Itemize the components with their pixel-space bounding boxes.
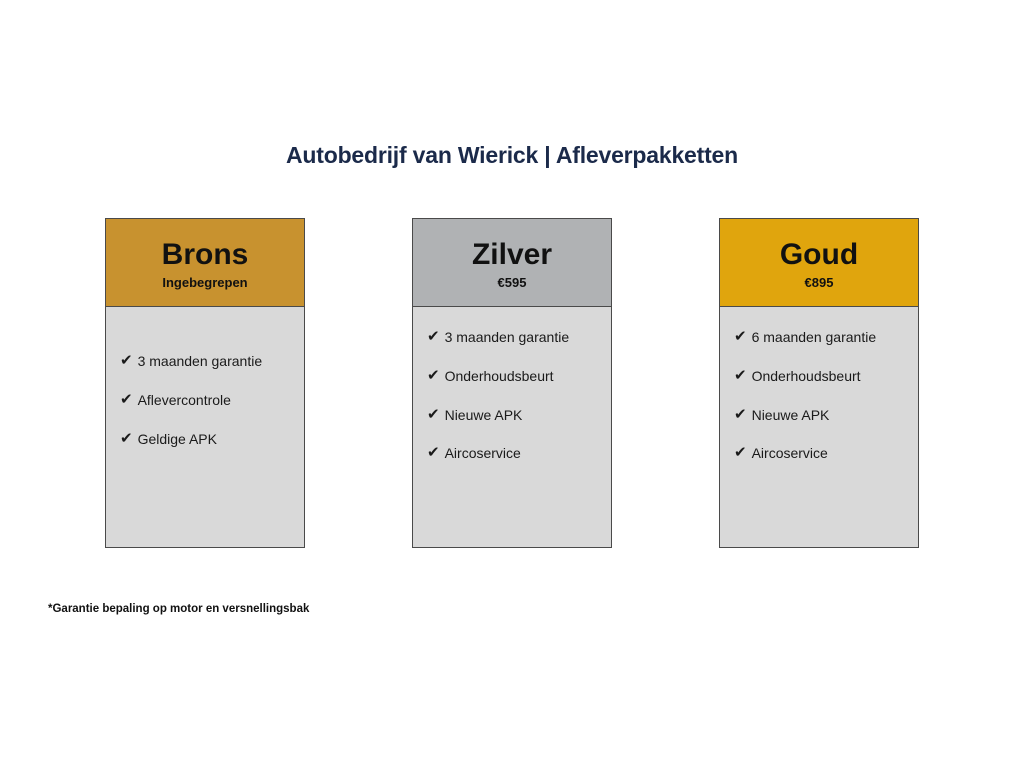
check-icon: ✔ [427,405,440,423]
list-item [120,431,290,448]
feature-label: 6 maanden garantie [751,329,877,345]
feature-label: Geldige APK [137,430,217,447]
check-icon: ✔ [120,352,133,369]
list-item [120,353,290,370]
list-item [734,329,904,346]
package-card-zilver [412,218,612,548]
package-price: €595 [497,274,527,290]
check-icon: ✔ [734,328,747,345]
list-item [427,368,597,385]
feature-label: Nieuwe APK [751,406,830,423]
feature-label: 3 maanden garantie [444,329,570,345]
package-name: Goud [779,238,859,272]
package-price: €895 [804,274,834,290]
check-icon: ✔ [734,444,747,462]
footnote: *Garantie bepaling op motor en versnellingsbak [48,603,310,615]
list-item [427,445,597,462]
package-card-goud [719,218,919,548]
feature-label: 3 maanden garantie [137,353,263,369]
check-icon: ✔ [120,390,133,408]
feature-label: Aircoservice [751,445,828,462]
feature-label: Aircoservice [444,445,521,462]
list-item [734,407,904,424]
list-item [427,329,597,346]
feature-list [413,307,611,462]
check-icon: ✔ [427,328,440,345]
check-icon: ✔ [427,366,440,384]
package-cards [0,218,1024,550]
feature-label: Nieuwe APK [444,406,523,423]
package-name: Brons [161,238,249,272]
check-icon: ✔ [427,444,440,462]
feature-list [720,307,918,462]
check-icon: ✔ [734,366,747,384]
feature-label: Onderhoudsbeurt [751,367,861,384]
package-header-goud [720,219,918,307]
package-name: Zilver [471,238,553,272]
feature-list [106,307,304,447]
package-header-zilver [413,219,611,307]
list-item [120,392,290,409]
package-card-brons [105,218,305,548]
feature-label: Aflevercontrole [137,391,231,408]
list-item [734,368,904,385]
feature-label: Onderhoudsbeurt [444,367,554,384]
list-item [734,445,904,462]
page-title: Autobedrijf van Wierick | Afleverpakketten [286,142,738,168]
list-item [427,407,597,424]
package-price: Ingebegrepen [162,274,248,290]
check-icon: ✔ [734,405,747,423]
package-header-brons [106,219,304,307]
check-icon: ✔ [120,429,133,447]
